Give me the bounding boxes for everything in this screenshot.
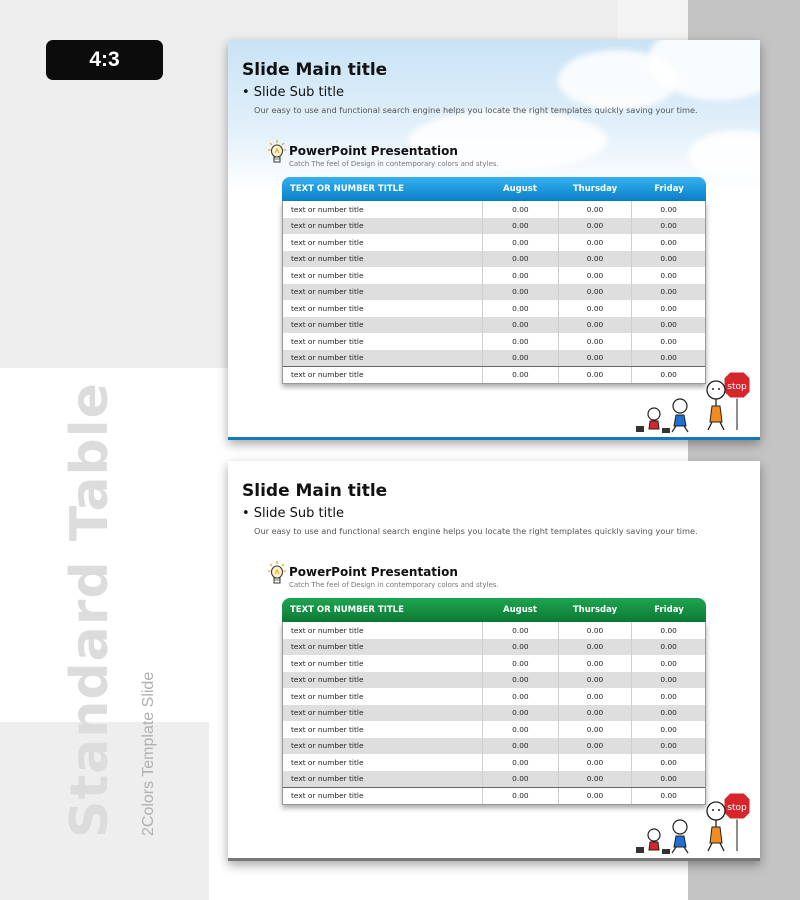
stop-sign-cartoon-icon [632,370,756,436]
table-cell: 0.00 [631,267,705,284]
table-cell: text or number title [291,675,364,685]
table-cell: 0.00 [482,639,558,656]
table-cell: 0.00 [482,655,558,672]
table-cell: 0.00 [482,201,558,218]
table-cell: 0.00 [482,367,558,383]
slide-main-title: Slide Main title [242,481,388,501]
column-header: Thursday [572,184,618,194]
table-cell: 0.00 [631,367,705,383]
slide-description: Our easy to use and functional search engine helps you locate the right templates quickly saving your time. [254,105,698,115]
stop-sign-text: stop [727,382,747,392]
table-cell: 0.00 [631,201,705,218]
table-cell: 0.00 [631,622,705,639]
slide-sub-title: • Slide Sub title [242,85,344,100]
slide-main-title: Slide Main title [242,60,388,80]
table-cell: 0.00 [482,705,558,722]
slide-bottom-bar [228,858,760,861]
table-cell: 0.00 [482,721,558,738]
table-cell: 0.00 [558,267,632,284]
table-cell: 0.00 [558,622,632,639]
table-cell: 0.00 [482,234,558,251]
table-cell: 0.00 [631,672,705,689]
table-cell: text or number title [291,642,364,652]
table-row [283,267,705,284]
vertical-subtitle: 2Colors Template Slide [140,671,157,836]
table-row [283,721,705,738]
table-row [283,333,705,350]
table-cell: text or number title [291,237,364,247]
table-cell: text or number title [291,658,364,668]
table-cell: 0.00 [482,688,558,705]
table-row [283,738,705,755]
table-cell: text or number title [291,741,364,751]
column-header: Friday [654,605,684,615]
table-row [283,655,705,672]
table-cell: 0.00 [482,738,558,755]
table-cell: 0.00 [631,300,705,317]
table-row [283,771,705,788]
table-row [283,754,705,771]
table-cell: 0.00 [558,771,632,788]
column-header: TEXT OR NUMBER TITLE [290,605,404,615]
table-body [282,622,706,805]
table-cell: 0.00 [631,639,705,656]
stop-sign-text: stop [727,803,747,813]
slide-preview-blue[interactable] [228,40,760,440]
table-cell: 0.00 [631,788,705,804]
table-cell: 0.00 [482,788,558,804]
column-header: August [503,184,537,194]
table-cell: 0.00 [482,622,558,639]
table-cell: 0.00 [482,350,558,367]
presentation-description: Catch The feel of Design in contemporary colors and styles. [289,581,499,589]
table-row [283,705,705,722]
table-cell: 0.00 [631,317,705,334]
table-cell: 0.00 [631,738,705,755]
table-cell: 0.00 [558,333,632,350]
table-cell: text or number title [291,221,364,231]
table-cell: 0.00 [558,317,632,334]
table-cell: 0.00 [482,251,558,268]
data-table [282,598,706,805]
table-cell: text or number title [291,303,364,313]
table-cell: 0.00 [482,284,558,301]
table-cell: 0.00 [482,218,558,235]
table-cell: 0.00 [558,721,632,738]
table-cell: 0.00 [631,251,705,268]
table-cell: text or number title [291,791,364,801]
presentation-title: PowerPoint Presentation [289,565,458,579]
table-cell: text or number title [291,204,364,214]
table-cell: 0.00 [482,672,558,689]
table-cell: text or number title [291,287,364,297]
table-cell: 0.00 [558,788,632,804]
table-cell: 0.00 [558,639,632,656]
table-row [283,201,705,218]
table-cell: 0.00 [558,655,632,672]
table-row [283,350,705,367]
table-row [283,234,705,251]
table-cell: text or number title [291,724,364,734]
table-cell: text or number title [291,625,364,635]
slide-description: Our easy to use and functional search engine helps you locate the right templates quickly saving your time. [254,526,698,536]
lightbulb-icon [268,561,286,587]
stop-sign-cartoon-icon [632,791,756,857]
table-cell: text or number title [291,270,364,280]
column-header: TEXT OR NUMBER TITLE [290,184,404,194]
column-header: August [503,605,537,615]
table-cell: 0.00 [631,705,705,722]
table-cell: text or number title [291,757,364,767]
table-cell: 0.00 [631,721,705,738]
table-cell: text or number title [291,320,364,330]
table-cell: 0.00 [482,771,558,788]
slide-preview-green[interactable] [228,461,760,861]
table-row [283,284,705,301]
table-cell: 0.00 [558,284,632,301]
table-cell: 0.00 [631,218,705,235]
table-cell: 0.00 [631,333,705,350]
table-row [283,251,705,268]
table-row [283,639,705,656]
table-cell: 0.00 [558,738,632,755]
table-row [283,300,705,317]
table-cell: 0.00 [558,218,632,235]
table-cell: 0.00 [558,350,632,367]
table-cell: text or number title [291,774,364,784]
table-header [282,598,706,622]
table-cell: 0.00 [631,655,705,672]
background-strip [618,0,688,40]
table-cell: 0.00 [558,251,632,268]
table-row [283,688,705,705]
table-cell: text or number title [291,370,364,380]
presentation-title: PowerPoint Presentation [289,144,458,158]
slide-sub-title: • Slide Sub title [242,506,344,521]
column-header: Friday [654,184,684,194]
table-cell: 0.00 [558,367,632,383]
table-row [283,622,705,639]
table-cell: 0.00 [631,234,705,251]
column-header: Thursday [572,605,618,615]
data-table [282,177,706,384]
table-cell: 0.00 [558,754,632,771]
table-cell: 0.00 [558,672,632,689]
table-cell: 0.00 [558,201,632,218]
table-cell: text or number title [291,708,364,718]
aspect-ratio-badge: 4:3 [46,40,163,80]
table-cell: text or number title [291,254,364,264]
table-cell: 0.00 [558,234,632,251]
table-cell: 0.00 [558,300,632,317]
vertical-title: Standard Table [60,382,120,838]
presentation-description: Catch The feel of Design in contemporary colors and styles. [289,160,499,168]
table-cell: 0.00 [631,771,705,788]
table-cell: 0.00 [482,317,558,334]
table-cell: 0.00 [482,267,558,284]
table-cell: 0.00 [631,284,705,301]
table-header [282,177,706,201]
slide-bottom-bar [228,437,760,440]
table-cell: 0.00 [558,688,632,705]
table-cell: 0.00 [482,754,558,771]
table-cell: 0.00 [631,754,705,771]
table-body [282,201,706,384]
table-row [283,218,705,235]
lightbulb-icon [268,140,286,166]
table-cell: 0.00 [558,705,632,722]
table-cell: 0.00 [631,688,705,705]
table-cell: text or number title [291,691,364,701]
table-row [283,317,705,334]
table-cell: 0.00 [482,333,558,350]
table-cell: text or number title [291,353,364,363]
table-cell: 0.00 [482,300,558,317]
table-cell: 0.00 [631,350,705,367]
table-cell: text or number title [291,336,364,346]
table-row [283,672,705,689]
